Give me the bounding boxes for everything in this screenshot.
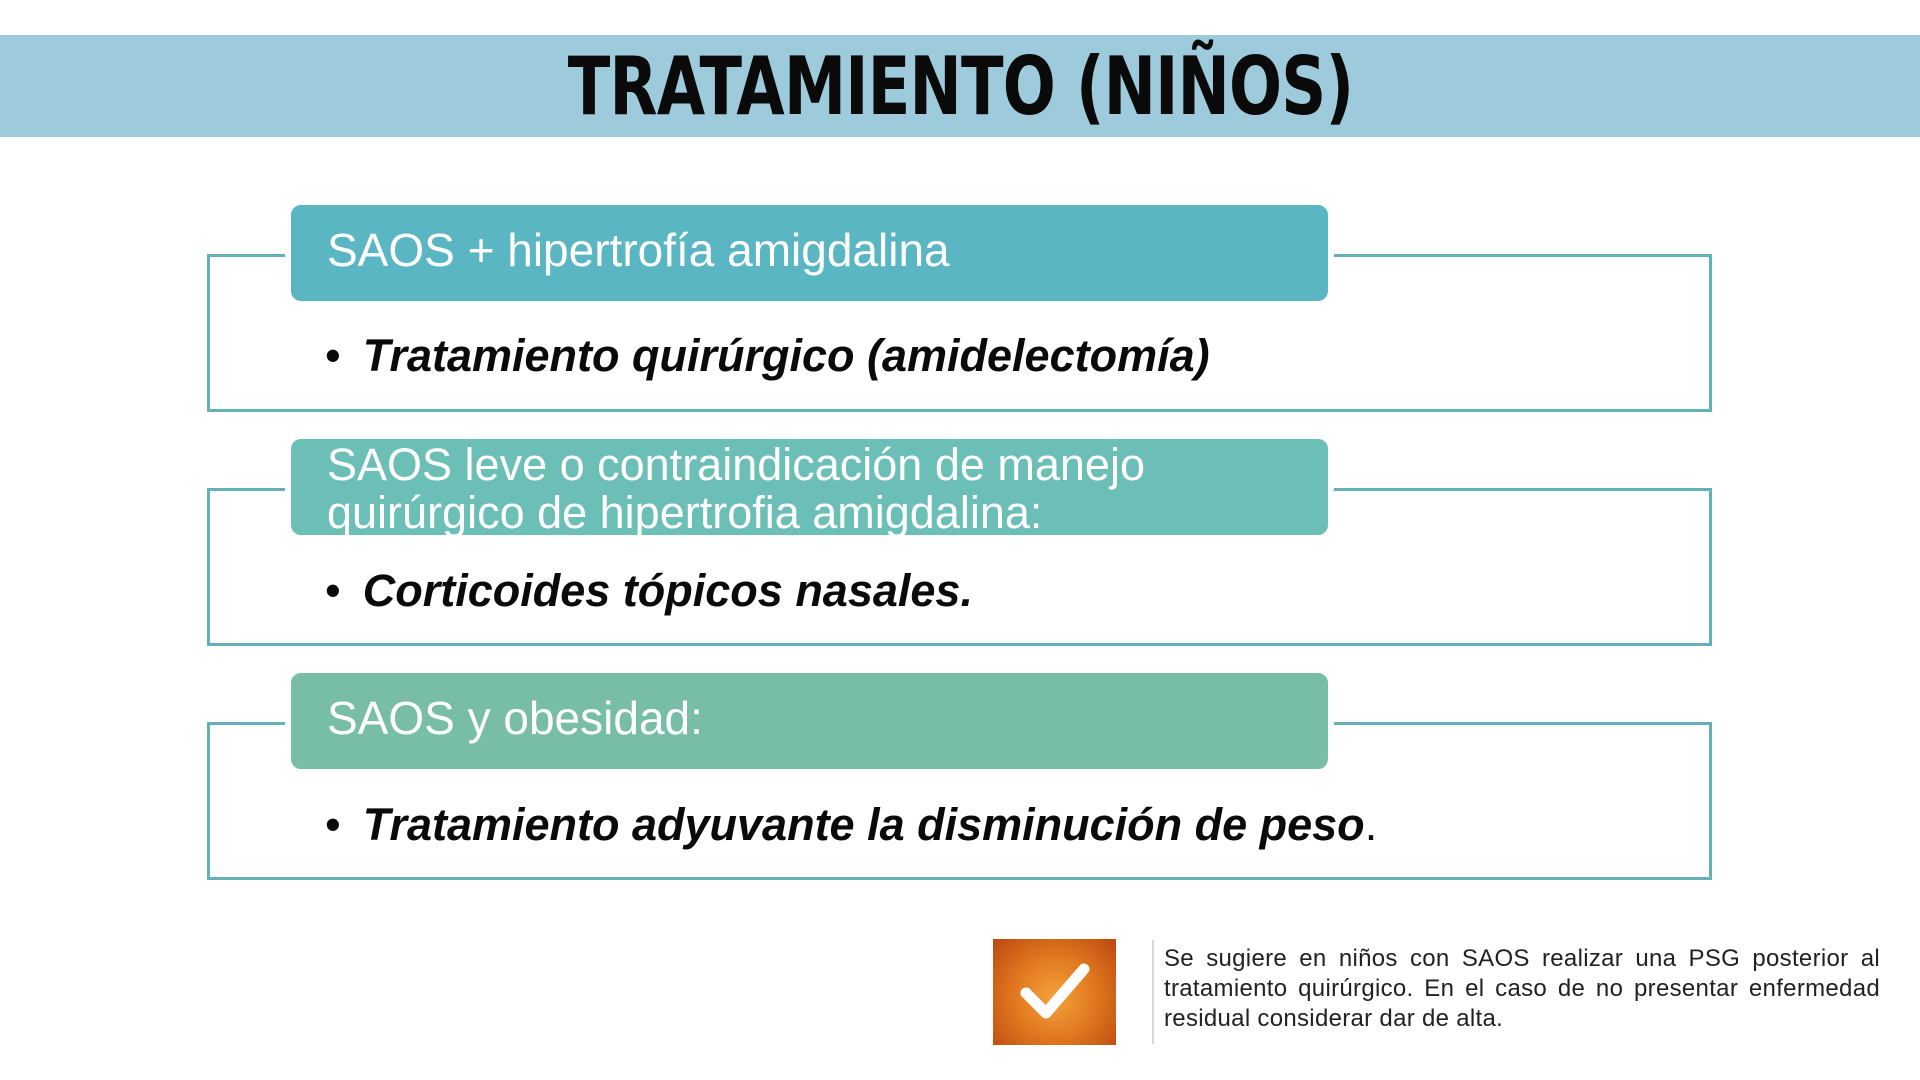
bullet-dot: • — [325, 799, 341, 850]
section-header-1: SAOS + hipertrofía amigdalina — [285, 199, 1334, 307]
title-bar — [0, 35, 1920, 137]
section-bullet-tail-3: . — [1364, 799, 1378, 850]
page-title: TRATAMIENTO (NIÑOS) — [567, 39, 1353, 133]
section-bullet-text-2: Corticoides tópicos nasales. — [362, 565, 973, 616]
section-bullet-2 — [325, 565, 973, 617]
section-header-3: SAOS y obesidad: — [285, 667, 1334, 775]
section-bullet-3 — [325, 799, 1377, 851]
bullet-dot: • — [325, 330, 341, 381]
recommendation-badge — [993, 939, 1116, 1045]
recommendation-note: Se sugiere en niños con SAOS realizar una PSG posterior al tratamiento quirúrgico. En el caso de no presentar enfermedad residual considerar dar de alta. — [1164, 945, 1880, 1032]
section-bullet-text-1: Tratamiento quirúrgico (amidelectomía) — [362, 330, 1210, 381]
bullet-dot: • — [325, 565, 341, 616]
section-bullet-text-3: Tratamiento adyuvante la disminución de peso — [362, 799, 1365, 850]
checkmark-icon — [1020, 961, 1090, 1023]
section-bullet-1 — [325, 330, 1210, 382]
section-header-2: SAOS leve o contraindicación de manejo quirúrgico de hipertrofia amigdalina: — [285, 433, 1334, 541]
note-divider — [1152, 940, 1154, 1044]
